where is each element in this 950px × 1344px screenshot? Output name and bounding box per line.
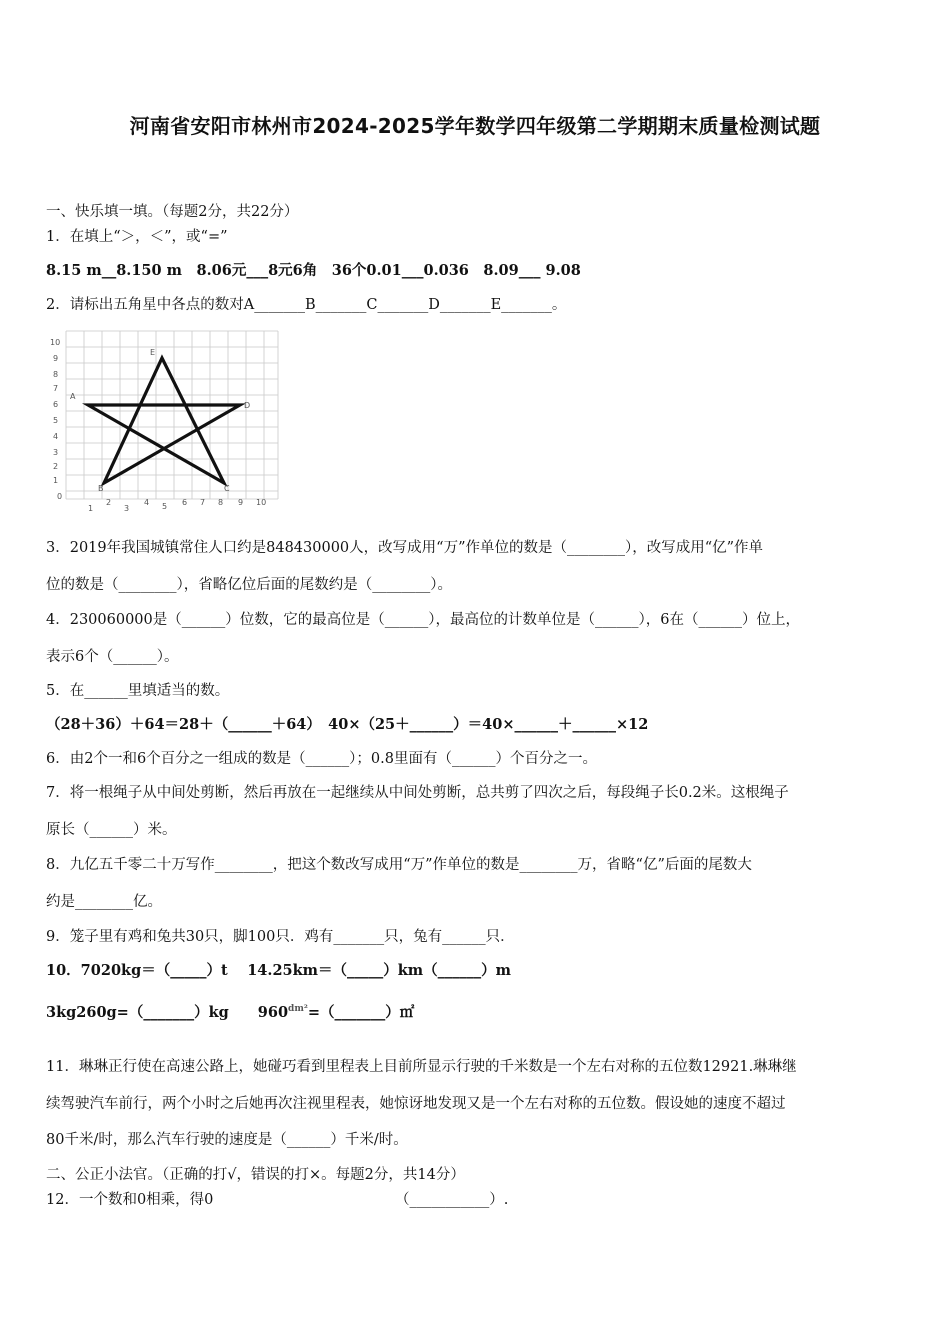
- point-d-label: D: [244, 401, 251, 410]
- question-7-line-1: 7．将一根绳子从中间处剪断，然后再放在一起继续从中间处剪断，总共剪了四次之后，每段绳子长0.2米。这根绳子: [46, 785, 789, 801]
- question-4-line-1: 4．230060000是（______）位数，它的最高位是（______），最高位的计数单位是（______），6在（______）位上，: [46, 612, 800, 628]
- question-2: 2．请标出五角星中各点的数对A_______B_______C_______D_______E_______。: [46, 297, 567, 313]
- question-10-line-1: 10．7020kg＝（_____）t 14.25km＝（_____）km（______）m: [46, 962, 511, 979]
- svg-text:9: 9: [53, 354, 59, 363]
- svg-text:7: 7: [53, 384, 59, 393]
- svg-text:1: 1: [53, 476, 59, 485]
- svg-text:8: 8: [53, 370, 59, 379]
- svg-text:6: 6: [182, 498, 188, 507]
- question-3-line-1: 3．2019年我国城镇常住人口约是848430000人，改写成用“万”作单位的数是（________），改写成用“亿”作单: [46, 540, 764, 556]
- svg-text:4: 4: [144, 498, 150, 507]
- question-3-line-2: 位的数是（________），省略亿位后面的尾数约是（________）。: [46, 577, 452, 593]
- svg-text:10: 10: [50, 338, 61, 347]
- svg-text:3: 3: [53, 448, 59, 457]
- svg-text:6: 6: [53, 400, 59, 409]
- x-axis-ticks: [88, 498, 266, 513]
- question-8-line-2: 约是________亿。: [46, 894, 162, 910]
- svg-text:7: 7: [200, 498, 206, 507]
- question-8-line-1: 8．九亿五千零二十万写作________，把这个数改写成用“万”作单位的数是________万，省略“亿”后面的尾数大: [46, 857, 752, 873]
- point-a-label: A: [70, 392, 76, 401]
- point-e-label: E: [150, 348, 156, 357]
- point-b-label: B: [98, 484, 104, 493]
- svg-text:1: 1: [88, 504, 94, 513]
- svg-text:2: 2: [53, 462, 59, 471]
- svg-text:8: 8: [218, 498, 224, 507]
- dm2-unit: dm²: [288, 1004, 308, 1014]
- question-1: 1．在填上“＞，＜”，或“=”: [46, 229, 228, 245]
- question-7-line-2: 原长（______）米。: [46, 822, 177, 838]
- point-c-label: C: [224, 484, 230, 493]
- question-6: 6．由2个一和6个百分之一组成的数是（______）；0.8里面有（______）个百分之一。: [46, 751, 597, 767]
- question-4-line-2: 表示6个（______）。: [46, 649, 179, 665]
- question-5-items: （28＋36）＋64＝28＋（______＋64） 40×（25＋______）＝40×______＋______×12: [46, 716, 649, 733]
- svg-text:4: 4: [53, 432, 59, 441]
- five-pointed-star: [88, 358, 240, 483]
- question-11-line-3: 80千米/时，那么汽车行驶的速度是（______）千米/时。: [46, 1132, 408, 1148]
- svg-text:5: 5: [162, 502, 168, 511]
- question-12-answer-blank: （___________）.: [395, 1192, 509, 1208]
- section-1-heading: 一、快乐填一填。（每题2分，共22分）: [46, 204, 299, 220]
- svg-text:3: 3: [124, 504, 130, 513]
- svg-text:2: 2: [106, 498, 112, 507]
- svg-text:0: 0: [57, 492, 63, 501]
- question-1-items: 8.15 m__8.150 m 8.06元___8元6角 36个0.01___0.036 8.09___ 9.08: [46, 262, 581, 279]
- question-5: 5．在______里填适当的数。: [46, 683, 230, 699]
- question-11-line-2: 续驾驶汽车前行，两个小时之后她再次注视里程表，她惊讶地发现又是一个左右对称的五位数。假设她的速度不超过: [46, 1096, 786, 1112]
- page-title: 河南省安阳市林州市2024-2025学年数学四年级第二学期期末质量检测试题: [129, 114, 821, 138]
- svg-text:5: 5: [53, 416, 59, 425]
- svg-text:10: 10: [256, 498, 267, 507]
- question-12: 12．一个数和0相乘，得0: [46, 1192, 214, 1208]
- question-11-line-1: 11．琳琳正行使在高速公路上，她碰巧看到里程表上目前所显示行驶的千米数是一个左右对称的五位数12921.琳琳继: [46, 1059, 797, 1075]
- svg-text:9: 9: [238, 498, 244, 507]
- question-9: 9．笼子里有鸡和兔共30只，脚100只．鸡有_______只，兔有______只．: [46, 929, 515, 945]
- section-2-heading: 二、公正小法官。（正确的打√，错误的打×。每题2分，共14分）: [46, 1167, 465, 1183]
- question-10-line-2: 3kg260g=（_______）kg $960^{dm^2}=(\_\_\_\_\_\_\_)㎡$: [46, 1004, 415, 1021]
- star-coordinate-grid: [40, 328, 285, 516]
- y-axis-ticks: [50, 338, 62, 501]
